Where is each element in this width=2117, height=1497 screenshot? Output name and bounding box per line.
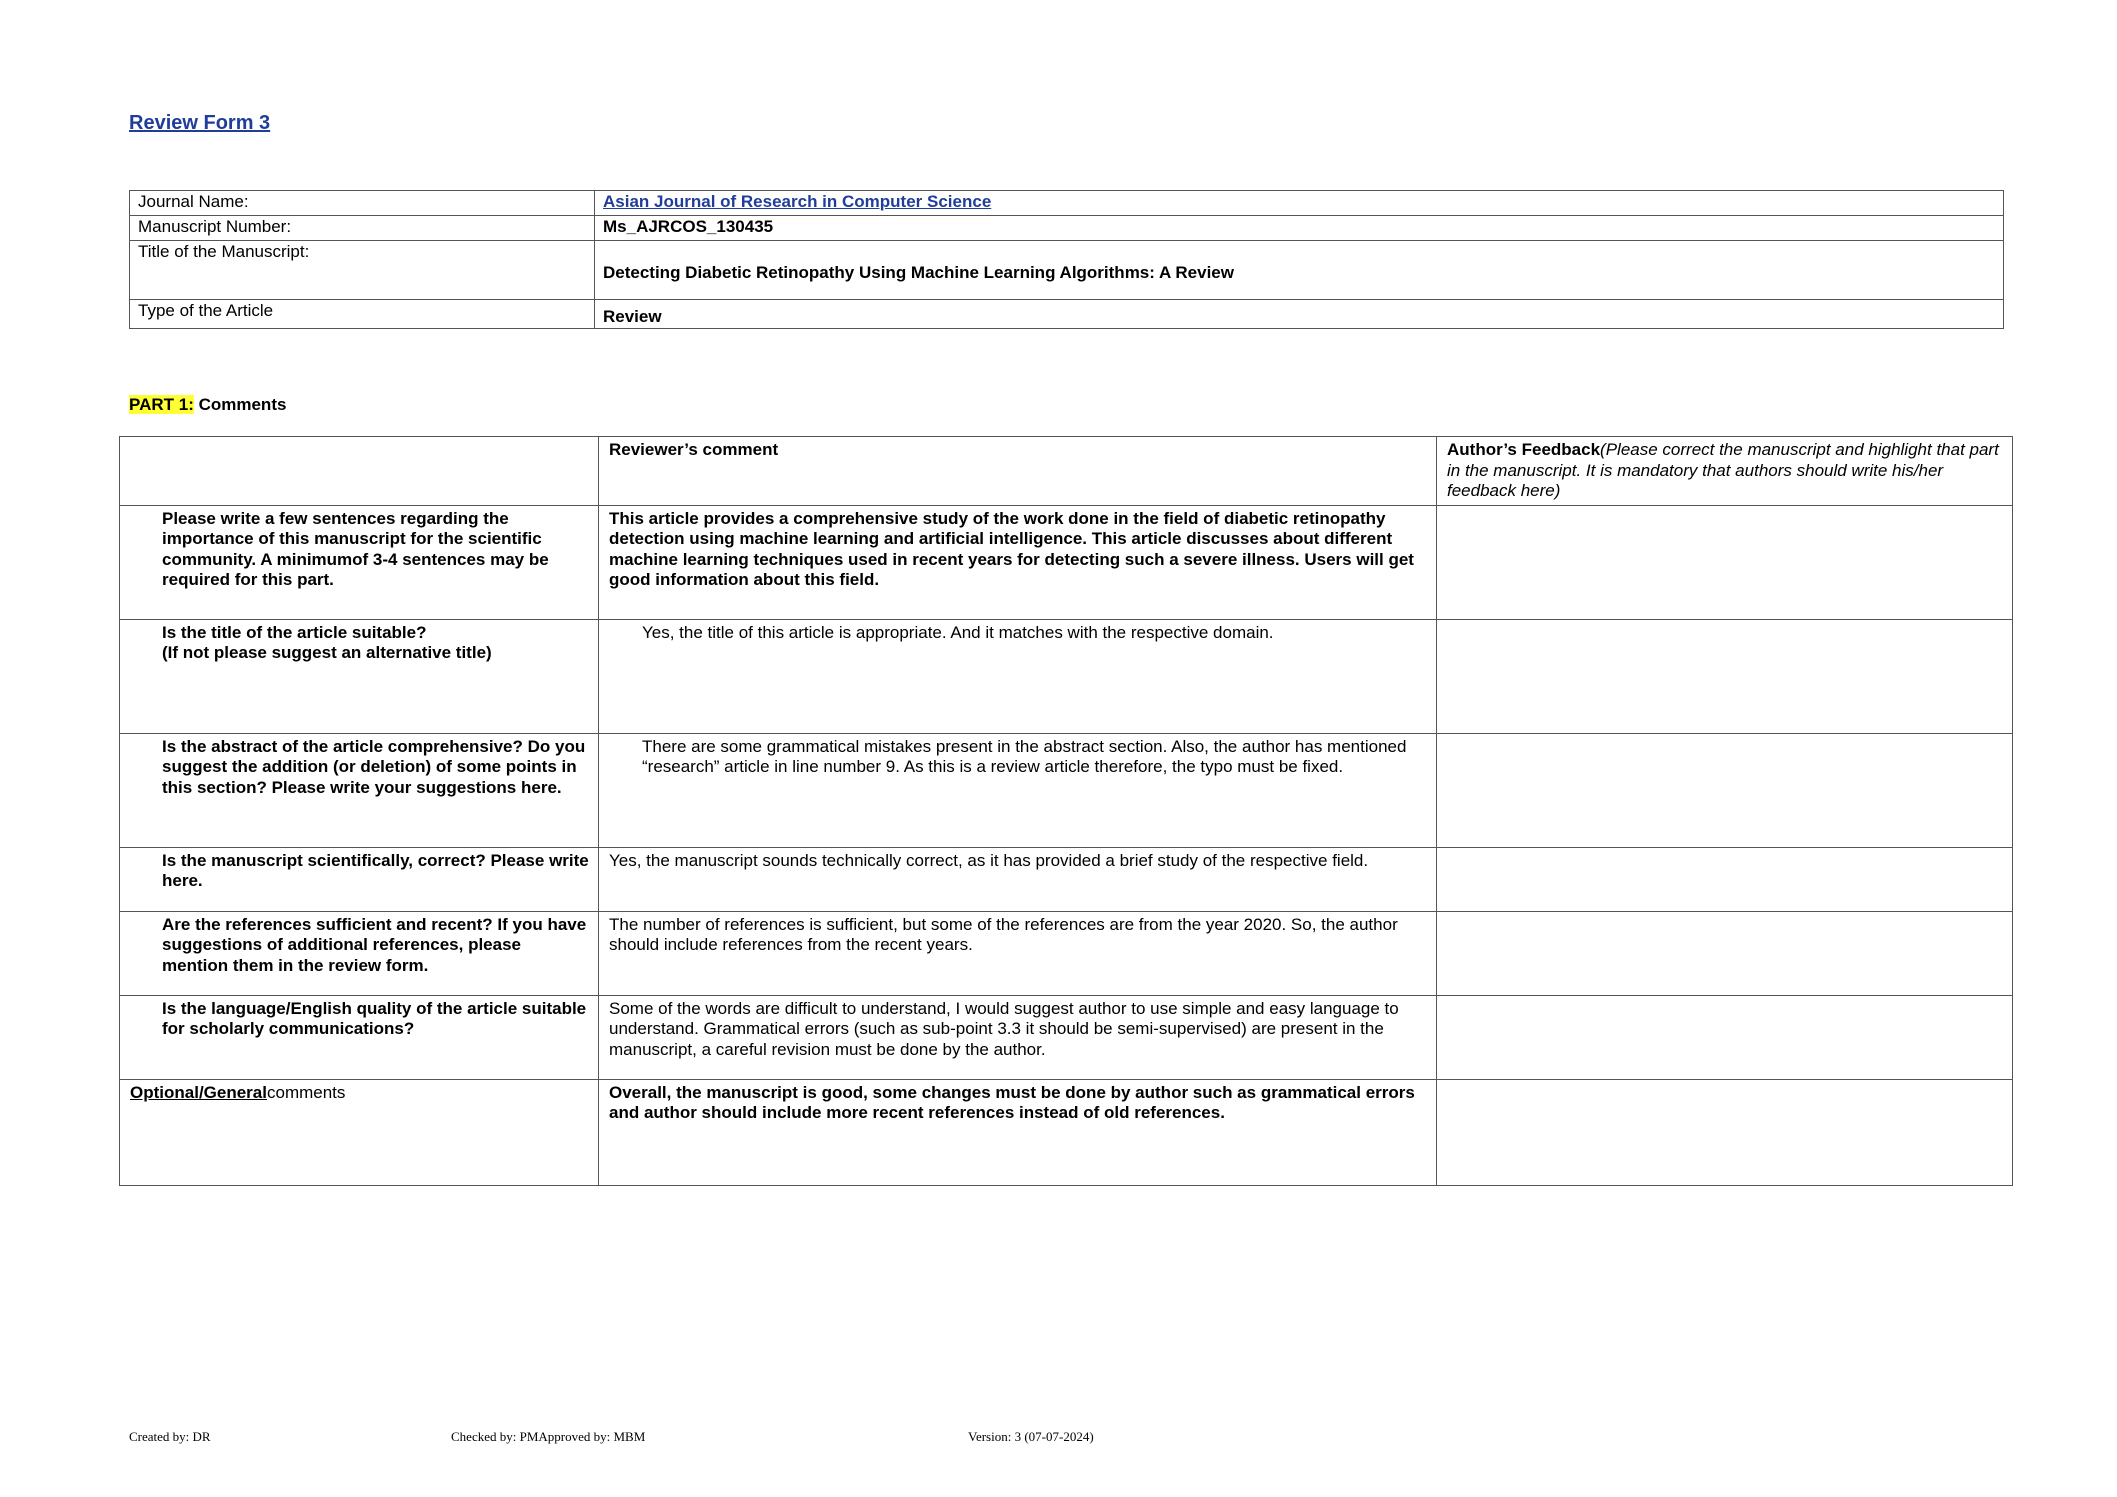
question-cell: Please write a few sentences regarding the importance of this manuscript for the scientific community. A minimumof 3-4 sentences may be required for this part. <box>120 505 599 619</box>
manuscript-number-row <box>130 216 2004 241</box>
author-feedback-cell[interactable] <box>1437 995 2013 1079</box>
manuscript-number-label: Manuscript Number: <box>130 216 595 241</box>
question-header-cell <box>120 437 599 506</box>
author-feedback-header <box>1437 437 2013 506</box>
journal-link[interactable]: Asian Journal of Research in Computer Science <box>603 192 992 211</box>
question-cell <box>120 619 599 733</box>
optional-comments-row <box>120 1079 2013 1185</box>
manuscript-title-value: Detecting Diabetic Retinopathy Using Machine Learning Algorithms: A Review <box>595 241 2004 300</box>
manuscript-title-row <box>130 241 2004 300</box>
article-type-value: Review <box>595 300 2004 329</box>
optional-comment-cell: Overall, the manuscript is good, some changes must be done by author such as grammatical errors and author should include more recent references instead of old references. <box>599 1079 1437 1185</box>
article-type-label: Type of the Article <box>130 300 595 329</box>
journal-row <box>130 191 2004 216</box>
reviewer-comment-cell: There are some grammatical mistakes present in the abstract section. Also, the author has mentioned “research” article in line number 9. As this is a review article therefore, the typo must be fixed. <box>599 733 1437 847</box>
question-cell: Is the abstract of the article comprehensive? Do you suggest the addition (or deletion) of some points in this section? Please write your suggestions here. <box>120 733 599 847</box>
reviewer-comment-header: Reviewer’s comment <box>599 437 1437 506</box>
table-row <box>120 505 2013 619</box>
table-row <box>120 733 2013 847</box>
table-row <box>120 847 2013 911</box>
table-row <box>120 911 2013 995</box>
question-line: (If not please suggest an alternative title) <box>162 643 492 662</box>
journal-value <box>595 191 2004 216</box>
author-feedback-cell[interactable] <box>1437 733 2013 847</box>
page-title[interactable]: Review Form 3 <box>129 112 271 134</box>
question-cell: Are the references sufficient and recent? If you have suggestions of additional references, please mention them in the review form. <box>120 911 599 995</box>
optional-comments-label <box>120 1079 599 1185</box>
author-feedback-note: (Please correct the manuscript and highlight that part in the manuscript. It is mandatory that authors should write his/her feedback here) <box>1447 440 1999 500</box>
manuscript-number-value: Ms_AJRCOS_130435 <box>595 216 2004 241</box>
manuscript-info-table <box>129 190 2004 329</box>
author-feedback-cell[interactable] <box>1437 911 2013 995</box>
reviewer-comment-cell: Yes, the manuscript sounds technically correct, as it has provided a brief study of the respective field. <box>599 847 1437 911</box>
part1-rest: Comments <box>193 395 287 414</box>
journal-label: Journal Name: <box>130 191 595 216</box>
table-row <box>120 995 2013 1079</box>
reviewer-comment-cell: This article provides a comprehensive study of the work done in the field of diabetic retinopathy detection using machine learning and artificial intelligence. This article discusses about different machine learning techniques used in recent years for detecting such a severe illness. Users will get good information about this field. <box>599 505 1437 619</box>
table-row <box>120 619 2013 733</box>
footer-checked-approved: Checked by: PMApproved by: MBM <box>451 1429 646 1444</box>
reviewer-comment-cell: Yes, the title of this article is appropriate. And it matches with the respective domain. <box>599 619 1437 733</box>
optional-label-rest: comments <box>266 1082 346 1102</box>
comments-table <box>119 436 2013 1186</box>
manuscript-title-label: Title of the Manuscript: <box>130 241 595 300</box>
footer-created-by: Created by: DR <box>129 1429 211 1444</box>
footer-version: Version: 3 (07-07-2024) <box>968 1429 1094 1444</box>
optional-label-underlined: Optional/General <box>130 1082 267 1102</box>
author-feedback-cell[interactable] <box>1437 505 2013 619</box>
part1-highlight: PART 1: <box>129 395 194 414</box>
question-line: Is the title of the article suitable? <box>162 622 427 642</box>
reviewer-comment-cell: Some of the words are difficult to understand, I would suggest author to use simple and easy language to understand. Grammatical errors (such as sub-point 3.3 it should be semi-supervised) are present in the manuscript, a careful revision must be done by the author. <box>599 995 1437 1079</box>
author-feedback-label: Author’s Feedback <box>1447 440 1601 459</box>
author-feedback-cell[interactable] <box>1437 619 2013 733</box>
question-cell: Is the manuscript scientifically, correct? Please write here. <box>120 847 599 911</box>
reviewer-comment-cell: The number of references is sufficient, but some of the references are from the year 2020. So, the author should include references from the recent years. <box>599 911 1437 995</box>
article-type-row <box>130 300 2004 329</box>
comments-header-row <box>120 437 2013 506</box>
question-cell: Is the language/English quality of the article suitable for scholarly communications? <box>120 995 599 1079</box>
author-feedback-cell[interactable] <box>1437 1079 2013 1185</box>
author-feedback-cell[interactable] <box>1437 847 2013 911</box>
part1-heading <box>129 395 286 415</box>
